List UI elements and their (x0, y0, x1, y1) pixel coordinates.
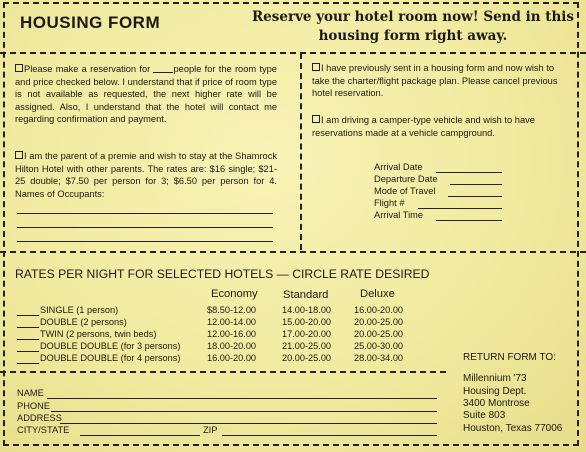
rates-heading: RATES PER NIGHT FOR SELECTED HOTELS — CIRCLE RATE DESIRED (15, 267, 430, 281)
form-title: HOUSING FORM (20, 13, 161, 32)
reservation-rest-text: people for the room type and price checked below. I understand that if price of room type is not available as requested, the next higher rate will be assigned. Also, I understand that the hotel will contact me regarding confirmation and payment. (15, 64, 277, 125)
twin-check-blank[interactable] (17, 339, 39, 340)
rate-standard[interactable]: 14.00-18.00 (282, 305, 332, 315)
rates-divider (0, 251, 586, 253)
flight-number-field[interactable] (418, 208, 502, 209)
single-check-blank[interactable] (17, 315, 39, 316)
rate-label: DOUBLE DOUBLE (for 3 persons) (40, 341, 181, 351)
departure-date-field[interactable] (450, 184, 502, 185)
zip-label: ZIP (203, 425, 218, 435)
return-line-5: Houston, Texas 77006 (463, 423, 563, 434)
column-deluxe: Deluxe (360, 288, 395, 300)
premie-checkbox[interactable] (15, 151, 23, 159)
rate-economy[interactable]: 16.00-20.00 (207, 353, 257, 363)
premie-paragraph (15, 150, 277, 200)
return-line-3: 3400 Montrose (463, 398, 530, 409)
city-state-field[interactable] (80, 435, 200, 436)
double-double-4-check-blank[interactable] (17, 363, 39, 364)
rate-label: DOUBLE (2 persons) (40, 317, 127, 327)
reservation-lead-text: Please make a reservation for (24, 64, 151, 74)
occupant-line-1[interactable] (17, 213, 273, 214)
arrival-date-field[interactable] (436, 172, 502, 173)
flight-number-label: Flight # (374, 198, 405, 208)
phone-label: PHONE (17, 401, 51, 411)
header-line-1: Reserve your hotel room now! Send in this (251, 9, 575, 25)
camper-paragraph (312, 114, 574, 139)
zip-field[interactable] (222, 435, 437, 436)
arrival-time-field[interactable] (436, 220, 502, 221)
reservation-paragraph (15, 63, 277, 126)
rate-economy[interactable]: 12.00-16.00 (207, 329, 257, 339)
premie-text: I am the parent of a premie and wish to stay at the Shamrock Hilton Hotel with other parents. The rates are: $16 single; $21-25 double; $7.50 per person for 3; $6.50 per person for 4. Names of Occupants: (15, 151, 277, 199)
return-line-1: Millennium '73 (463, 373, 527, 384)
phone-field[interactable] (51, 411, 437, 412)
rate-label: SINGLE (1 person) (40, 305, 119, 315)
rate-standard[interactable]: 20.00-25.00 (282, 353, 332, 363)
column-divider (300, 53, 302, 250)
double-check-blank[interactable] (17, 327, 39, 328)
rate-economy[interactable]: 18.00-20.00 (207, 341, 257, 351)
column-economy: Economy (211, 288, 258, 300)
camper-checkbox[interactable] (312, 115, 320, 123)
rate-economy[interactable]: $8.50-12.00 (207, 305, 257, 315)
charter-paragraph (312, 62, 574, 100)
header-line-2: housing form right away. (318, 28, 508, 44)
charter-text: I have previously sent in a housing form and now wish to take the charter/flight package plan. Please cancel previous hotel reservation. (312, 63, 558, 99)
people-count-blank[interactable] (153, 72, 173, 73)
address-label: ADDRESS (17, 413, 62, 423)
occupant-line-2[interactable] (17, 227, 273, 228)
occupant-line-3[interactable] (17, 241, 273, 242)
return-line-2: Housing Dept. (463, 386, 527, 397)
return-line-4: Suite 803 (463, 410, 506, 421)
camper-text: I am driving a camper-type vehicle and wish to have reservations made at a vehicle campground. (312, 115, 535, 138)
mode-of-travel-field[interactable] (448, 196, 502, 197)
rate-label: TWIN (2 persons, twin beds) (40, 329, 157, 339)
rate-label: DOUBLE DOUBLE (for 4 persons) (40, 353, 181, 363)
name-label: NAME (17, 388, 44, 398)
charter-checkbox[interactable] (312, 63, 320, 71)
departure-date-label: Departure Date (374, 174, 438, 184)
double-double-3-check-blank[interactable] (17, 351, 39, 352)
rate-deluxe[interactable]: 25.00-30.00 (354, 341, 404, 351)
mode-of-travel-label: Mode of Travel (374, 186, 436, 196)
rate-standard[interactable]: 15.00-20.00 (282, 317, 332, 327)
arrival-date-label: Arrival Date (374, 162, 423, 172)
rate-deluxe[interactable]: 20.00-25.00 (354, 317, 404, 327)
return-heading: RETURN FORM TO: (463, 352, 556, 363)
arrival-time-label: Arrival Time (374, 210, 424, 220)
column-standard: Standard (283, 289, 329, 301)
city-state-label: CITY/STATE (17, 425, 70, 435)
rate-deluxe[interactable]: 16.00-20.00 (354, 305, 404, 315)
rate-standard[interactable]: 21.00-25.00 (282, 341, 332, 351)
header-divider (0, 52, 586, 54)
rate-economy[interactable]: 12.00-14.00 (207, 317, 257, 327)
reservation-checkbox[interactable] (15, 64, 23, 72)
rate-standard[interactable]: 17.00-20.00 (282, 329, 332, 339)
contact-divider (0, 371, 446, 373)
rate-deluxe[interactable]: 20.00-25.00 (354, 329, 404, 339)
name-field[interactable] (47, 398, 437, 399)
rate-deluxe[interactable]: 28.00-34.00 (354, 353, 404, 363)
address-field[interactable] (60, 423, 437, 424)
